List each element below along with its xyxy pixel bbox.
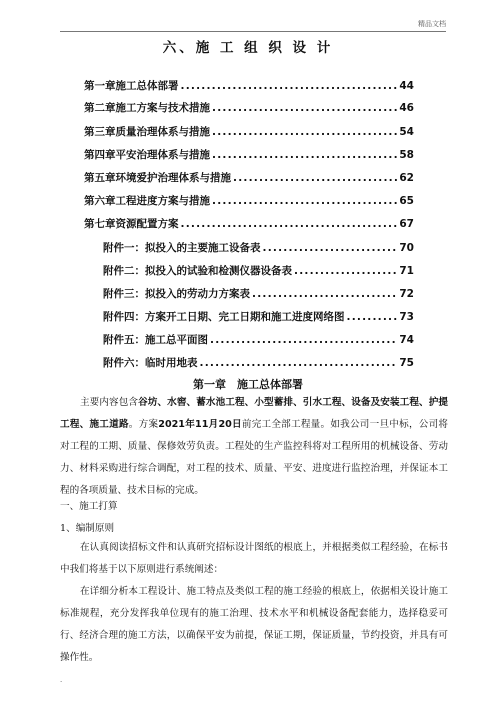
toc-chapter-title: 施工方案与技术措施 [115,102,210,114]
toc-page-number: 71 [399,265,414,277]
toc-page-number: 67 [399,218,414,230]
toc-chapter-number: 第一章 [84,80,116,92]
toc-chapter-title: 质量治理体系与措施 [115,126,210,138]
toc-item-appendix-1[interactable] [103,240,414,255]
toc-page-number: 72 [399,288,414,300]
toc-page-number: 44 [399,80,414,92]
toc-chapter-title: 工程进度方案与措施 [115,195,210,207]
toc-leader [252,288,397,300]
toc-item-appendix-5[interactable] [103,332,414,347]
toc-chapter-number: 第七章 [84,218,116,230]
toc-leader [347,311,398,323]
toc-item-chapter-4[interactable] [84,147,414,162]
toc-item-appendix-4[interactable] [103,309,414,324]
toc-leader [212,102,397,114]
principles-paragraph: 在认真阅读招标文件和认真研究招标设计图纸的根底上，并根据类似工程经验，在标书中我们将基于以下原则进行系统阐述： [60,542,448,575]
toc-leader [212,126,397,138]
toc-page-number: 73 [399,311,414,323]
toc-page-number: 74 [399,334,414,346]
toc-chapter-number: 第六章 [84,195,116,207]
toc-item-chapter-3[interactable] [84,124,414,139]
method-paragraph: 在详细分析本工程设计、施工特点及类似工程的施工经验的根底上，依据相关设计施工标准规程，充分发挥我单位现有的施工治理、技术水平和机械设备配套能力，选择稳妥可行、经济合理的施工方法，以确保平安为前提，保证工期，保证质量，节约投资，并具有可操作性。 [60,586,448,663]
toc-appendix-title: 附件二：拟投入的试验和检测仪器设备表 [103,265,292,277]
toc-page-number: 46 [399,102,414,114]
document-title: 六、施 工 组 织 设 计 [162,40,334,56]
toc-chapter-title: 资源配置方案 [115,218,179,230]
toc-item-chapter-7[interactable] [84,216,414,231]
toc-chapter-number: 第四章 [84,149,116,161]
toc-page-number: 70 [399,242,414,254]
list-item-construction-plan: 一、施工打算 [60,501,118,512]
toc-leader [212,195,397,207]
toc-leader [181,218,398,230]
intro-suffix: 前完工全部工程量。如我公司一旦中标，公司将对工程的工期、质量、保修效劳负责。工程处的生产监控科将对工程所用的机械设备、劳动力、材料采购进行综合调配，对工程的技术、质量、平安、进度进行监控治理，并保证本工程的各项质量、技术目标的完成。 [60,419,449,496]
toc-leader [210,334,397,346]
toc-page-number: 65 [399,195,414,207]
toc-leader [200,357,398,369]
toc-chapter-number: 第五章 [84,172,116,184]
toc-leader [181,80,398,92]
header-mark: 精品文档 [418,20,446,28]
intro-prefix: 主要内容包含 [80,397,139,408]
toc-appendix-title: 附件四：方案开工日期、完工日期和施工进度网络图 [103,311,345,323]
toc-appendix-title: 附件五：施工总平面图 [103,334,208,346]
header-rule [60,31,446,32]
intro-bold-date: 2021年11月20日 [158,419,242,430]
toc-leader [233,172,397,184]
toc-item-chapter-5[interactable] [84,170,414,185]
toc-appendix-title: 附件六：临时用地表 [103,357,198,369]
toc-item-appendix-6[interactable] [103,355,414,370]
toc-appendix-title: 附件一：拟投入的主要施工设备表 [103,242,261,254]
intro-paragraph [60,392,448,502]
intro-bold-works: 谷坊、水窖、蓄水池工程、小型蓄排、引水工程、设备及安装工程、护提工程、施工道路 [60,397,449,430]
footer-mark: . [60,676,63,684]
toc-page-number: 58 [399,149,414,161]
toc-item-appendix-3[interactable] [103,286,414,301]
toc-leader [294,265,397,277]
toc-page-number: 54 [399,126,414,138]
toc-chapter-title: 平安治理体系与措施 [115,149,210,161]
toc-item-chapter-2[interactable] [84,100,414,115]
toc-chapter-number: 第三章 [84,126,116,138]
toc-chapter-number: 第二章 [84,102,116,114]
toc-leader [212,149,397,161]
toc-leader [263,242,398,254]
toc-page-number: 75 [399,357,414,369]
toc-chapter-title: 施工总体部署 [115,80,179,92]
toc-chapter-title: 环境爱护治理体系与措施 [115,172,231,184]
toc-appendix-title: 附件三：拟投入的劳动力方案表 [103,288,250,300]
toc-item-appendix-2[interactable] [103,263,414,278]
intro-mid: 。方案 [128,419,159,430]
list-item-principles: 1、编制原则 [60,523,115,534]
toc-item-chapter-1[interactable] [84,78,414,93]
toc-item-chapter-6[interactable] [84,193,414,208]
toc-page-number: 62 [399,172,414,184]
section-heading: 第一章 施工总体部署 [193,378,303,391]
